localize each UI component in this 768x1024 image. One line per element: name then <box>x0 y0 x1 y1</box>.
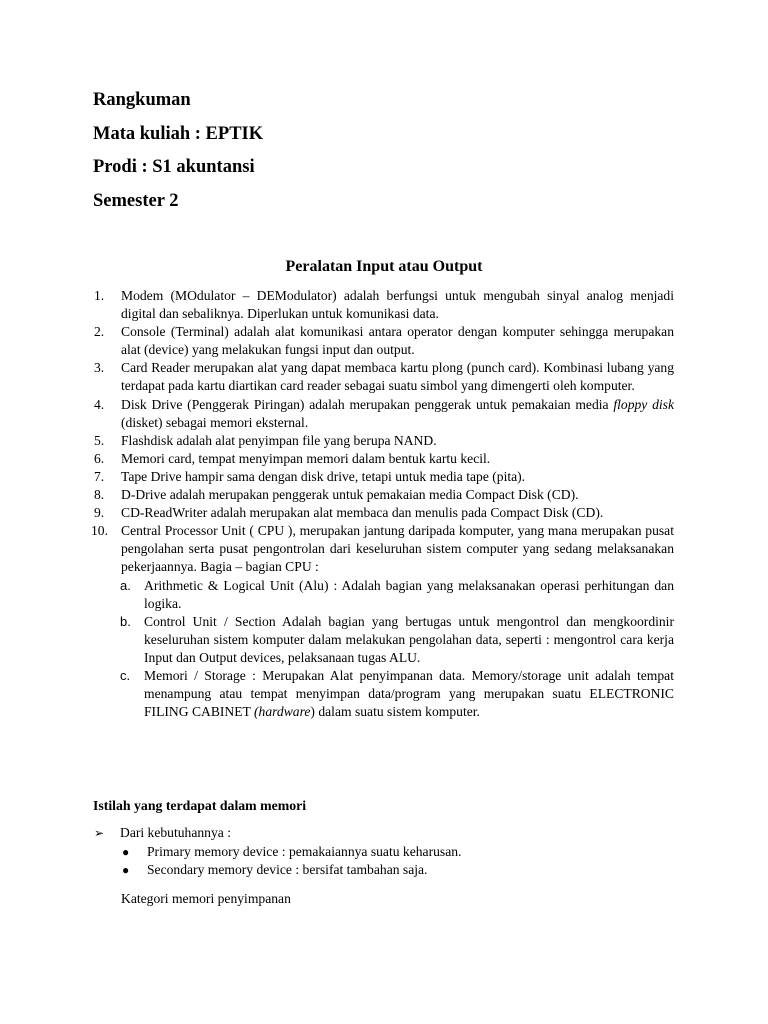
arrow-list-item <box>94 824 231 842</box>
sub-item-text-part: Memori / Storage : Merupakan Alat penyimpanan data. Memory/storage unit adalah tempat menampung atau tempat menyimpan data/program yang merupakan suatu ELECTRONIC FILING CABINET <box>144 667 674 720</box>
list-item <box>94 287 674 323</box>
list-item <box>94 486 674 504</box>
program-line: Prodi : S1 akuntansi <box>93 157 255 177</box>
course-line: Mata kuliah : EPTIK <box>93 124 264 144</box>
item-text: CD-ReadWriter adalah merupakan alat membaca dan menulis pada Compact Disk (CD). <box>121 505 604 521</box>
document-title: Rangkuman <box>93 90 191 110</box>
item-text: Memori card, tempat menyimpan memori dalam bentuk kartu kecil. <box>121 450 491 466</box>
item-number: 1. <box>94 288 105 303</box>
item-text: Console (Terminal) adalah alat komunikasi antara operator dengan komputer sehingga merupakan alat (device) yang melakukan fungsi input dan output. <box>121 324 674 358</box>
item-text: Tape Drive hampir sama dengan disk drive, tetapi untuk media tape (pita). <box>121 468 526 484</box>
list-item <box>94 450 674 468</box>
section-title: Peralatan Input atau Output <box>285 258 483 275</box>
sub-item-text-italic: (hardware <box>254 704 311 720</box>
sub-list-item <box>94 613 674 667</box>
list-item <box>94 396 674 432</box>
item-number: 7. <box>94 468 105 484</box>
list-item <box>94 468 674 486</box>
item-number: 4. <box>94 396 105 412</box>
bullet-list-item <box>122 843 461 861</box>
list-item <box>94 432 674 450</box>
bullet-list-item <box>122 861 427 879</box>
device-list <box>91 287 674 721</box>
sub-item-text-part: ) dalam suatu sistem komputer. <box>310 704 480 720</box>
semester-line: Semester 2 <box>93 191 179 211</box>
sub-item-text <box>144 668 674 719</box>
arrow-item-text: Dari kebutuhannya : <box>120 825 231 840</box>
item-text: Central Processor Unit ( CPU ), merupakan jantung daripada komputer, yang mana merupakan pusat pengolahan serta pusat pengontrolan dari keseluruhan sistem computer yang sedang melaksanakan pekerjaannya. Bagia – bagian CPU : <box>121 523 674 575</box>
item-text-part: (disket) sebagai memori eksternal. <box>121 414 309 430</box>
sub-item-text: Arithmetic & Logical Unit (Alu) : Adalah bagian yang melaksanakan operasi perhitungan dan logika. <box>144 577 674 611</box>
list-item <box>91 522 674 576</box>
sub-item-letter: c. <box>120 667 131 683</box>
list-item <box>94 323 674 359</box>
item-number: 2. <box>94 324 105 340</box>
item-text: Flashdisk adalah alat penyimpan file yang berupa NAND. <box>121 432 437 448</box>
item-text-part: Disk Drive (Penggerak Piringan) adalah merupakan penggerak untuk pemakaian media <box>121 396 614 412</box>
sub-list-item <box>94 577 674 613</box>
memory-heading: Istilah yang terdapat dalam memori <box>93 798 307 813</box>
bullet-text: Secondary memory device : bersifat tambahan saja. <box>147 862 428 877</box>
bullet-text: Primary memory device : pemakaiannya suatu keharusan. <box>147 844 462 859</box>
item-text <box>121 397 674 430</box>
sub-item-letter: b. <box>120 613 131 629</box>
list-item <box>94 359 674 395</box>
category-line: Kategori memori penyimpanan <box>121 891 291 906</box>
bullet-dot-icon: ● <box>122 863 130 877</box>
item-number: 3. <box>94 360 105 376</box>
item-number: 9. <box>94 505 105 521</box>
sub-list-item <box>94 667 674 721</box>
item-text: Modem (MOdulator – DEModulator) adalah berfungsi untuk mengubah sinyal analog menjadi digital dan sebaliknya. Diperlukan untuk komunikasi data. <box>121 288 674 322</box>
list-item <box>94 504 674 522</box>
item-number: 10. <box>91 523 108 539</box>
item-text: D-Drive adalah merupakan penggerak untuk pemakaian media Compact Disk (CD). <box>121 487 579 503</box>
item-text: Card Reader merupakan alat yang dapat membaca kartu plong (punch card). Kombinasi lubang yang terdapat pada kartu diartikan card reader sebagai suatu simbol yang dimengerti oleh komputer. <box>121 360 674 394</box>
arrow-bullet-icon: ➢ <box>94 826 105 840</box>
item-number: 6. <box>94 450 105 466</box>
item-text-italic: floppy disk <box>613 396 674 412</box>
item-number: 5. <box>94 432 105 448</box>
sub-item-text: Control Unit / Section Adalah bagian yang bertugas untuk mengontrol dan mengkoordinir keseluruhan sistem komputer dalam melakukan pengolahan data, seperti : mengontrol cara kerja Input dan Output devices, pelaksanaan tugas ALU. <box>144 613 674 665</box>
item-number: 8. <box>94 487 105 503</box>
sub-item-letter: a. <box>120 577 131 593</box>
bullet-dot-icon: ● <box>122 845 130 859</box>
